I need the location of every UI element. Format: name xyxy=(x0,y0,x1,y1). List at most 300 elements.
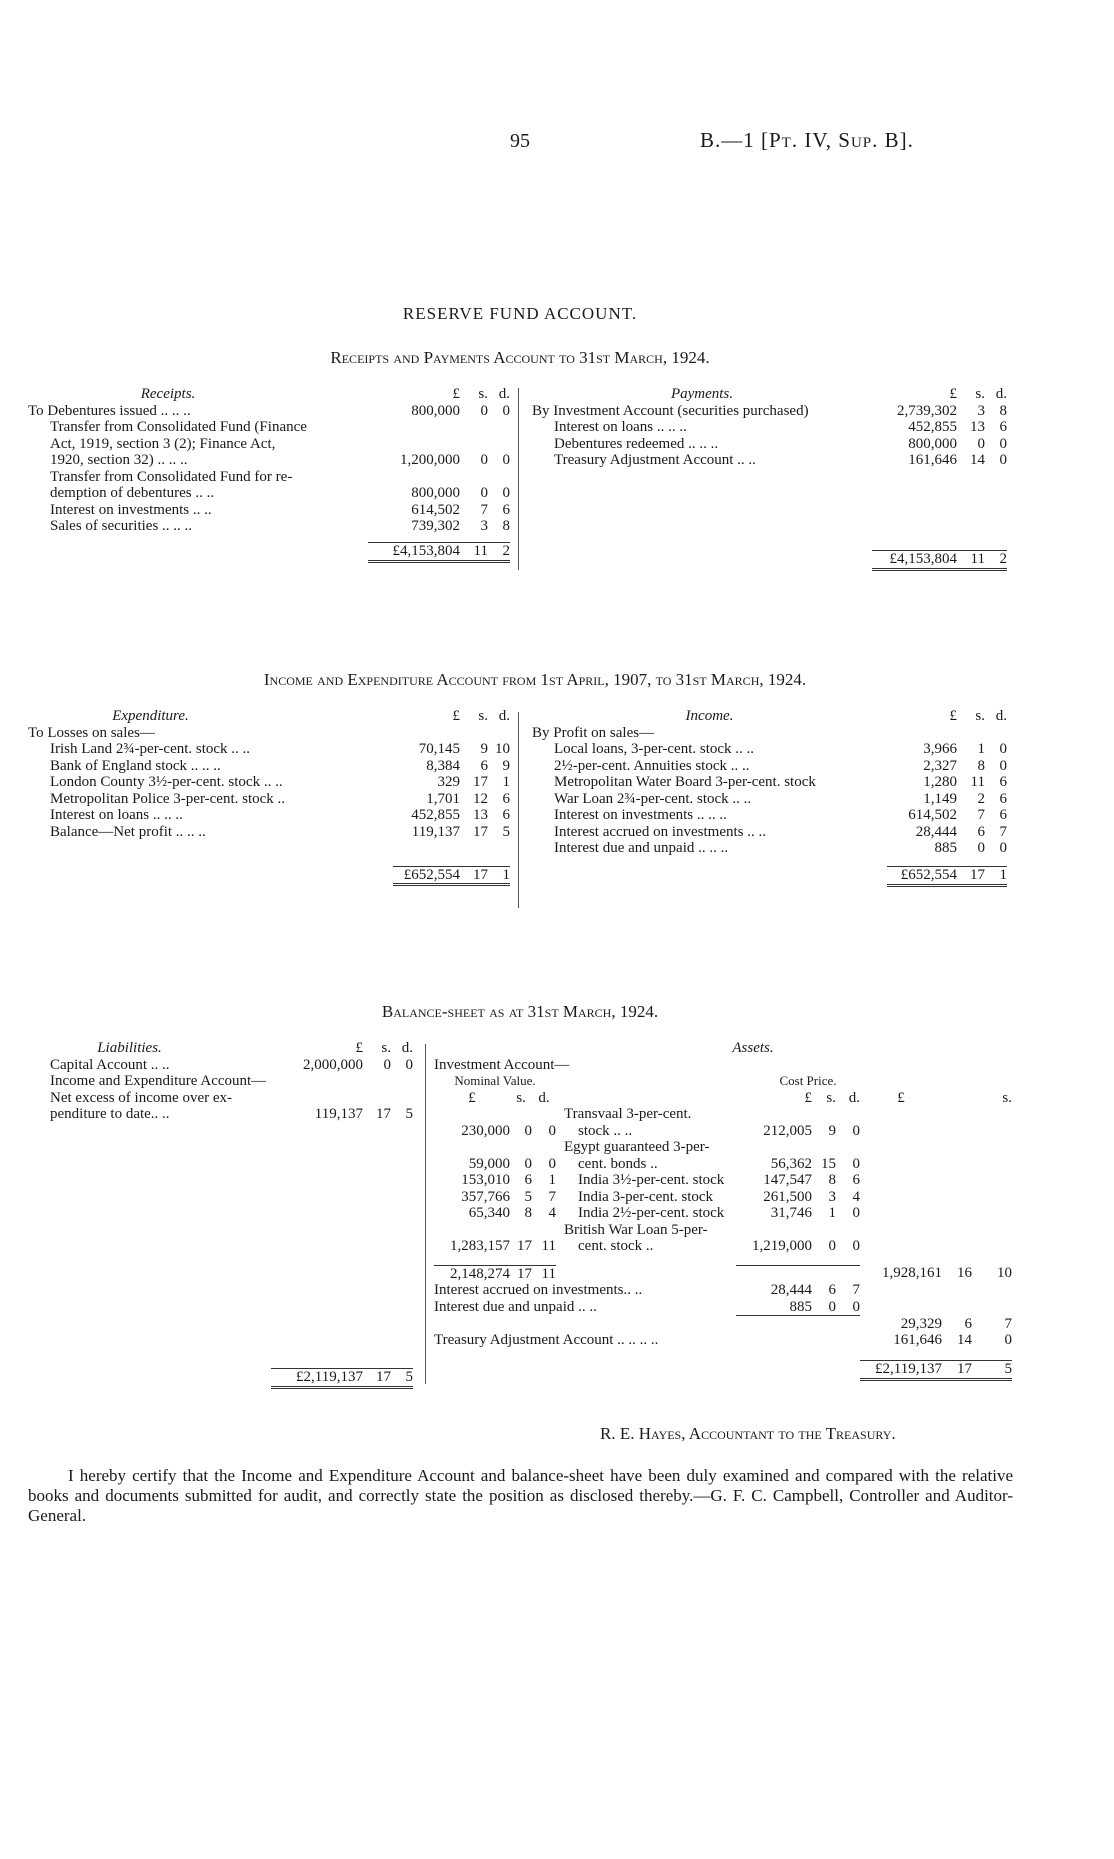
investment-text: India 3½-per-cent. stock xyxy=(578,1172,725,1188)
investment-text: stock .. .. xyxy=(578,1122,633,1139)
list-item xyxy=(434,1189,1012,1206)
expenditure-label: Expenditure. xyxy=(112,708,189,724)
row-label: To Debentures issued .. .. .. xyxy=(28,402,191,419)
row-label: Interest due and unpaid .. .. .. xyxy=(554,840,729,856)
expenditure-table xyxy=(28,708,510,886)
interest-due-row xyxy=(434,1299,1012,1316)
row-label: Transfer from Consolidated Fund for re- xyxy=(50,468,293,485)
table-row xyxy=(28,485,510,502)
row-amount: 614,502 xyxy=(411,501,460,518)
row-amount: 70,145 xyxy=(418,741,460,757)
total-amount: £652,554 xyxy=(393,866,460,885)
pence-header: d. xyxy=(848,1089,860,1106)
investment-nominal xyxy=(434,1106,510,1123)
pence-header: d. xyxy=(538,1089,550,1106)
receipts-total-row xyxy=(28,543,510,562)
row-s: 14 xyxy=(970,452,985,468)
investment-nd: 0 xyxy=(548,1155,556,1172)
investment-cost: 261,500 xyxy=(763,1188,812,1205)
income-expenditure-heading: Income and Expenditure Account from 1st April, 1907, to 31st March, 1924. xyxy=(263,670,807,689)
row-d: 6 xyxy=(999,807,1007,823)
investment-ns: 5 xyxy=(524,1188,532,1205)
investment-cd: 4 xyxy=(852,1188,860,1205)
row-s xyxy=(363,1090,391,1107)
row-d: 8 xyxy=(999,402,1007,419)
table-row xyxy=(28,419,510,436)
list-item xyxy=(434,1172,1012,1189)
total-d: 1 xyxy=(488,866,510,885)
investment-cost: 31,746 xyxy=(770,1205,812,1221)
row-label: Act, 1919, section 3 (2); Finance Act, xyxy=(50,435,276,452)
interest-total-amount: 29,329 xyxy=(900,1315,942,1332)
receipts-payments-heading: Receipts and Payments Account to 31st March, 1924. xyxy=(330,348,710,367)
investment-cs: 0 xyxy=(828,1238,836,1254)
investment-ns: 17 xyxy=(517,1238,532,1254)
row-d: 0 xyxy=(999,741,1007,757)
row-d: 1 xyxy=(502,774,510,790)
row-d: 6 xyxy=(502,790,510,807)
table-row xyxy=(28,791,510,808)
shillings-header: s. xyxy=(975,708,985,724)
table-row xyxy=(28,774,510,791)
nominal-total-amount: 2,148,274 xyxy=(434,1265,510,1282)
row-label: To Losses on sales— xyxy=(28,724,155,741)
table-row xyxy=(532,774,1007,791)
row-amount xyxy=(368,469,460,486)
row-d: 6 xyxy=(999,774,1007,790)
row-s: 3 xyxy=(480,518,488,534)
row-amount: 1,149 xyxy=(923,790,957,807)
row-amount: 2,327 xyxy=(923,757,957,774)
row-amount: 161,646 xyxy=(908,452,957,468)
pound-header: £ xyxy=(949,386,957,402)
total-s: 17 xyxy=(363,1369,391,1388)
treasury-row xyxy=(434,1332,1012,1349)
row-d: 5 xyxy=(502,823,510,840)
row-s: 17 xyxy=(376,1106,391,1122)
investment-cd xyxy=(836,1139,860,1156)
table-row xyxy=(532,436,1007,453)
row-label: Debentures redeemed .. .. .. xyxy=(554,435,719,452)
investment-account-label: Investment Account— xyxy=(434,1056,570,1073)
row-d: 0 xyxy=(999,435,1007,452)
investment-text: India 2½-per-cent. stock xyxy=(578,1205,725,1221)
table-row xyxy=(28,502,510,519)
row-amount: 1,701 xyxy=(426,790,460,807)
pence-header: d. xyxy=(498,708,510,724)
shillings-header: s. xyxy=(381,1040,391,1056)
pence-header: d. xyxy=(498,386,510,402)
row-s: 0 xyxy=(480,402,488,419)
investment-nominal: 230,000 xyxy=(461,1122,510,1139)
row-d: 7 xyxy=(999,823,1007,840)
row-d: 0 xyxy=(999,840,1007,856)
row-s: 13 xyxy=(473,807,488,823)
table-row xyxy=(532,824,1007,841)
investment-nominal: 357,766 xyxy=(461,1188,510,1205)
row-amount: 800,000 xyxy=(908,435,957,452)
pound-header: £ xyxy=(355,1040,363,1056)
row-amount: 1,280 xyxy=(923,774,957,790)
row-label: Sales of securities .. .. .. xyxy=(50,518,193,534)
investment-cd: 0 xyxy=(852,1155,860,1172)
nominal-total-d: 11 xyxy=(532,1265,556,1282)
investment-ns: 0 xyxy=(524,1155,532,1172)
row-label: Interest on loans .. .. .. xyxy=(554,419,687,435)
investments-total-amount: 1,928,161 xyxy=(882,1265,942,1281)
interest-accrued-d: 7 xyxy=(852,1282,860,1298)
row-s: 0 xyxy=(977,840,985,856)
list-item xyxy=(434,1139,1012,1156)
row-label: Interest accrued on investments .. .. xyxy=(554,823,767,840)
pence-header: d. xyxy=(995,386,1007,402)
shillings-header: s. xyxy=(478,386,488,402)
row-label: Treasury Adjustment Account .. .. xyxy=(554,452,756,468)
treasury-amount: 161,646 xyxy=(893,1332,942,1348)
list-item xyxy=(434,1156,1012,1173)
interest-due-amount: 885 xyxy=(789,1298,812,1315)
total-amount: £652,554 xyxy=(887,867,957,886)
signature: R. E. Hayes, Accountant to the Treasury. xyxy=(600,1424,896,1443)
shillings-header: s. xyxy=(516,1089,526,1106)
row-s: 17 xyxy=(473,823,488,840)
total-amount: £2,119,137 xyxy=(860,1361,942,1380)
liabilities-total-row xyxy=(28,1369,413,1388)
pound-header: £ xyxy=(452,708,460,724)
row-d: 10 xyxy=(495,741,510,757)
total-d: 1 xyxy=(985,867,1007,886)
investment-nd: 11 xyxy=(541,1238,556,1254)
shillings-header: s. xyxy=(975,386,985,402)
row-label: By Profit on sales— xyxy=(532,724,655,741)
treasury-s: 14 xyxy=(957,1332,972,1348)
investment-ns xyxy=(510,1106,532,1123)
shillings-header: s. xyxy=(478,708,488,724)
total-amount: £4,153,804 xyxy=(368,543,460,562)
shillings-header: s. xyxy=(826,1089,836,1106)
pound-header: £ xyxy=(897,1089,905,1106)
row-amount: 739,302 xyxy=(411,518,460,534)
row-s: 1 xyxy=(977,741,985,757)
row-amount: 119,137 xyxy=(314,1106,363,1122)
row-s: 0 xyxy=(977,435,985,452)
row-amount: 119,137 xyxy=(411,823,460,840)
row-amount xyxy=(393,725,460,742)
interest-due-label: Interest due and unpaid .. .. xyxy=(434,1298,597,1315)
row-label: Net excess of income over ex- xyxy=(50,1089,233,1106)
receipts-table xyxy=(28,386,510,563)
shillings-header: s. xyxy=(1002,1089,1012,1106)
page-title: RESERVE FUND ACCOUNT. xyxy=(402,304,638,323)
row-s xyxy=(460,469,488,486)
receipts-label: Receipts. xyxy=(140,386,196,402)
row-amount xyxy=(271,1073,363,1090)
liabilities-label: Liabilities. xyxy=(97,1040,162,1056)
total-s: 17 xyxy=(942,1361,972,1380)
investment-text: Egypt guaranteed 3-per- xyxy=(564,1139,710,1155)
row-d: 6 xyxy=(999,419,1007,435)
investment-nd: 4 xyxy=(548,1205,556,1221)
row-s xyxy=(957,725,985,742)
investments-total-d: 10 xyxy=(997,1265,1012,1281)
table-row xyxy=(532,807,1007,824)
table-row xyxy=(532,741,1007,758)
row-d: 0 xyxy=(999,452,1007,468)
row-label: Balance—Net profit .. .. .. xyxy=(50,823,206,840)
investment-cs: 1 xyxy=(828,1205,836,1221)
row-label: penditure to date.. .. xyxy=(50,1106,170,1122)
interest-total-s: 6 xyxy=(964,1315,972,1332)
table-row xyxy=(28,725,510,742)
pence-header: d. xyxy=(401,1040,413,1056)
row-amount: 3,966 xyxy=(923,741,957,757)
table-row xyxy=(28,1073,413,1090)
auditor-certificate: I hereby certify that the Income and Expenditure Account and balance-sheet have been duly examined and compared with the relative books and documents submitted for audit, and correctly state the position as disclosed thereby.—G. F. C. Campbell, Controller and Auditor-General. xyxy=(28,1466,1013,1525)
row-label: Metropolitan Water Board 3-per-cent. stock xyxy=(554,774,816,790)
table-row xyxy=(28,436,510,453)
row-s: 2 xyxy=(977,790,985,807)
row-s: 6 xyxy=(977,823,985,840)
nominal-value-label: Nominal Value. xyxy=(454,1073,536,1088)
row-d xyxy=(391,1073,413,1090)
investment-nd xyxy=(532,1139,556,1156)
list-item xyxy=(434,1238,1012,1255)
investment-cd xyxy=(836,1106,860,1123)
row-label: War Loan 2¾-per-cent. stock .. .. xyxy=(554,790,752,807)
divider xyxy=(425,1044,426,1384)
investment-nominal: 65,340 xyxy=(468,1205,510,1221)
row-label: London County 3½-per-cent. stock .. .. xyxy=(50,774,283,790)
investment-text: British War Loan 5-per- xyxy=(564,1221,708,1238)
row-s xyxy=(363,1073,391,1090)
payments-label: Payments. xyxy=(670,386,734,402)
table-row xyxy=(28,708,510,725)
row-amount: 28,444 xyxy=(915,823,957,840)
row-label: Irish Land 2¾-per-cent. stock .. .. xyxy=(50,741,251,757)
investment-ns: 6 xyxy=(524,1172,532,1188)
row-s: 0 xyxy=(480,452,488,468)
row-s: 7 xyxy=(480,501,488,518)
investment-cost xyxy=(736,1106,812,1123)
row-d xyxy=(391,1090,413,1107)
row-amount xyxy=(271,1090,363,1107)
row-label: demption of debentures .. .. xyxy=(50,485,215,501)
row-d: 8 xyxy=(502,518,510,534)
investment-text: cent. bonds .. xyxy=(578,1155,658,1172)
interest-due-d: 0 xyxy=(852,1298,860,1315)
interest-accrued-amount: 28,444 xyxy=(770,1282,812,1298)
investment-cd xyxy=(836,1222,860,1239)
table-row xyxy=(434,1073,1012,1090)
investment-cost: 1,219,000 xyxy=(752,1238,812,1254)
table-row xyxy=(532,840,1007,857)
row-s: 12 xyxy=(473,790,488,807)
investment-text: India 3-per-cent. stock xyxy=(578,1188,714,1205)
row-s: 0 xyxy=(383,1056,391,1073)
table-row xyxy=(28,1040,413,1057)
payments-table xyxy=(532,386,1007,571)
row-label: Interest on investments .. .. .. xyxy=(554,807,727,823)
divider xyxy=(518,712,519,908)
row-amount: 2,000,000 xyxy=(303,1056,363,1073)
row-d xyxy=(488,419,510,436)
pound-header: £ xyxy=(468,1089,476,1106)
row-d xyxy=(488,436,510,453)
assets-section xyxy=(434,1040,1012,1381)
investment-cd: 0 xyxy=(852,1122,860,1139)
income-table xyxy=(532,708,1007,887)
investment-cs: 15 xyxy=(821,1155,836,1172)
row-d: 5 xyxy=(405,1106,413,1122)
table-row xyxy=(532,452,1007,469)
row-d: 6 xyxy=(999,790,1007,807)
investment-text: Transvaal 3-per-cent. xyxy=(564,1106,692,1122)
investment-cs xyxy=(812,1139,836,1156)
row-label: 2½-per-cent. Annuities stock .. .. xyxy=(554,757,750,774)
investment-cs: 3 xyxy=(828,1188,836,1205)
investment-nominal: 59,000 xyxy=(468,1155,510,1172)
investment-text: cent. stock .. xyxy=(578,1238,654,1254)
table-row xyxy=(28,386,510,403)
row-label: Capital Account .. .. xyxy=(50,1056,170,1073)
treasury-d: 0 xyxy=(1004,1332,1012,1348)
row-d: 6 xyxy=(502,807,510,823)
total-s: 11 xyxy=(957,551,985,570)
investment-nominal xyxy=(434,1139,510,1156)
investment-cost xyxy=(736,1222,812,1239)
row-amount: 8,384 xyxy=(426,757,460,774)
investment-ns xyxy=(510,1222,532,1239)
row-label: Local loans, 3-per-cent. stock .. .. xyxy=(554,741,755,757)
row-d: 9 xyxy=(502,757,510,774)
interest-accrued-label: Interest accrued on investments.. .. xyxy=(434,1282,643,1298)
row-d xyxy=(985,725,1007,742)
row-amount xyxy=(887,725,957,742)
assets-total-row xyxy=(434,1361,1012,1380)
total-d: 5 xyxy=(972,1361,1012,1380)
table-row xyxy=(28,452,510,469)
row-d xyxy=(488,469,510,486)
table-row xyxy=(532,725,1007,742)
list-item xyxy=(434,1106,1012,1123)
investment-nd: 7 xyxy=(548,1188,556,1205)
expenditure-total-row xyxy=(28,866,510,885)
row-s: 13 xyxy=(970,419,985,435)
table-row xyxy=(28,469,510,486)
total-amount: £2,119,137 xyxy=(271,1369,363,1388)
investment-ns xyxy=(510,1139,532,1156)
total-amount: £4,153,804 xyxy=(872,551,957,570)
investment-cost: 147,547 xyxy=(763,1172,812,1188)
total-d: 5 xyxy=(391,1369,413,1388)
income-total-row xyxy=(532,867,1007,886)
row-label: Transfer from Consolidated Fund (Finance xyxy=(50,419,307,435)
nominal-total-s: 17 xyxy=(510,1265,532,1282)
row-label: By Investment Account (securities purchased) xyxy=(532,402,809,419)
investment-nd xyxy=(532,1106,556,1123)
row-d: 0 xyxy=(502,452,510,468)
total-d: 2 xyxy=(488,543,510,562)
table-row xyxy=(28,403,510,420)
investments-table xyxy=(434,1073,1012,1381)
row-d: 0 xyxy=(405,1056,413,1073)
table-row xyxy=(28,741,510,758)
table-row xyxy=(28,807,510,824)
cost-price-label: Cost Price. xyxy=(779,1073,837,1088)
row-amount xyxy=(368,436,460,453)
table-row xyxy=(532,403,1007,420)
investment-cd: 0 xyxy=(852,1205,860,1221)
assets-label: Assets. xyxy=(732,1040,774,1056)
table-row xyxy=(532,386,1007,403)
row-s xyxy=(460,725,488,742)
nominal-total-row xyxy=(434,1265,1012,1282)
row-amount: 614,502 xyxy=(908,807,957,823)
total-s: 17 xyxy=(460,866,488,885)
investment-ns: 8 xyxy=(524,1205,532,1221)
row-label: Bank of England stock .. .. .. xyxy=(50,757,221,774)
divider xyxy=(518,388,519,570)
row-d: 0 xyxy=(502,402,510,419)
investment-cs xyxy=(812,1106,836,1123)
table-row xyxy=(28,758,510,775)
row-amount: 452,855 xyxy=(411,807,460,823)
investment-nd xyxy=(532,1222,556,1239)
row-s: 7 xyxy=(977,807,985,823)
balance-sheet-heading: Balance-sheet as at 31st March, 1924. xyxy=(381,1002,659,1021)
investment-nd: 0 xyxy=(548,1122,556,1139)
pence-header: d. xyxy=(995,708,1007,724)
row-amount: 885 xyxy=(934,840,957,856)
row-amount: 1,200,000 xyxy=(400,452,460,468)
interest-accrued-s: 6 xyxy=(828,1282,836,1298)
row-s: 11 xyxy=(970,774,985,790)
row-amount xyxy=(368,419,460,436)
investment-cd: 0 xyxy=(852,1238,860,1254)
investment-cs: 9 xyxy=(828,1122,836,1139)
row-label: Interest on investments .. .. xyxy=(50,501,212,518)
list-item xyxy=(434,1123,1012,1140)
total-s: 17 xyxy=(957,867,985,886)
row-amount: 800,000 xyxy=(411,402,460,419)
row-d: 0 xyxy=(502,485,510,501)
investment-cs: 8 xyxy=(828,1172,836,1188)
table-row xyxy=(28,824,510,841)
income-label: Income. xyxy=(685,708,734,724)
pound-header: £ xyxy=(452,386,460,402)
investment-nominal xyxy=(434,1222,510,1239)
row-s xyxy=(460,436,488,453)
table-row xyxy=(532,791,1007,808)
row-d: 0 xyxy=(999,757,1007,774)
row-s: 9 xyxy=(480,741,488,757)
interest-total-row xyxy=(434,1316,1012,1333)
table-row xyxy=(532,419,1007,436)
investments-total-s: 16 xyxy=(957,1265,972,1281)
document-reference: B.—1 [Pt. IV, Sup. B]. xyxy=(700,128,914,152)
row-label: Income and Expenditure Account— xyxy=(50,1073,267,1089)
investment-cs xyxy=(812,1222,836,1239)
pound-header: £ xyxy=(949,708,957,724)
table-row xyxy=(28,1090,413,1107)
row-s: 3 xyxy=(977,402,985,419)
table-row xyxy=(28,1057,413,1074)
interest-total-d: 7 xyxy=(1004,1315,1012,1332)
row-amount: 2,739,302 xyxy=(897,402,957,419)
row-s: 0 xyxy=(480,485,488,501)
row-d xyxy=(488,725,510,742)
investment-nominal: 153,010 xyxy=(461,1172,510,1188)
